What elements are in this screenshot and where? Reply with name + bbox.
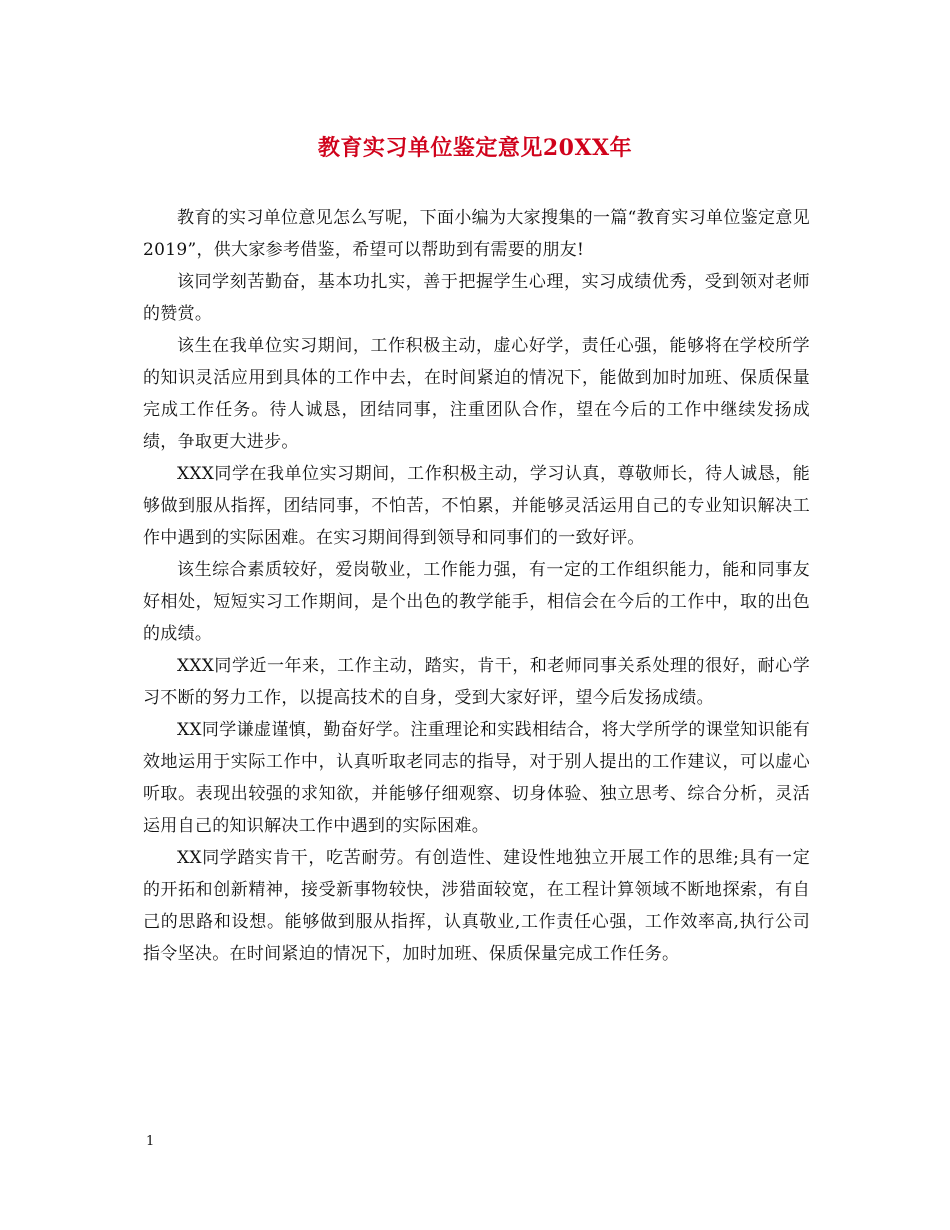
paragraph: XX同学踏实肯干，吃苦耐劳。有创造性、建设性地独立开展工作的思维;具有一定的开拓和创新精神，接受新事物较快，涉猎面较宽，在工程计算领域不断地探索，有自己的思路和设想。能够做到服从指挥，认真敬业,工作责任心强，工作效率高,执行公司指令坚决。在时间紧迫的情况下，加时加班、保质保量完成工作任务。 <box>143 848 810 964</box>
document-body <box>143 202 810 970</box>
paragraph: 该生在我单位实习期间，工作积极主动，虚心好学，责任心强，能够将在学校所学的知识灵活应用到具体的工作中去，在时间紧迫的情况下，能做到加时加班、保质保量完成工作任务。待人诚恳，团结同事，注重团队合作，望在今后的工作中继续发扬成绩，争取更大进步。 <box>143 336 810 452</box>
paragraph: XXX同学近一年来，工作主动，踏实，肯干，和老师同事关系处理的很好，耐心学习不断的努力工作，以提高技术的自身，受到大家好评，望今后发扬成绩。 <box>143 656 810 708</box>
paragraph: 该同学刻苦勤奋，基本功扎实，善于把握学生心理，实习成绩优秀，受到领对老师的赞赏。 <box>143 272 810 324</box>
paragraph: XXX同学在我单位实习期间，工作积极主动，学习认真，尊敬师长，待人诚恳，能够做到服从指挥，团结同事，不怕苦，不怕累，并能够灵活运用自己的专业知识解决工作中遇到的实际困难。在实习期间得到领导和同事们的一致好评。 <box>143 464 810 548</box>
paragraph: XX同学谦虚谨慎，勤奋好学。注重理论和实践相结合，将大学所学的课堂知识能有效地运用于实际工作中，认真听取老同志的指导，对于别人提出的工作建议，可以虚心听取。表现出较强的求知欲，并能够仔细观察、切身体验、独立思考、综合分析，灵活运用自己的知识解决工作中遇到的实际困难。 <box>143 720 810 836</box>
page-number: 1 <box>146 1134 155 1149</box>
paragraph: 教育的实习单位意见怎么写呢，下面小编为大家搜集的一篇“教育实习单位鉴定意见2019”，供大家参考借鉴，希望可以帮助到有需要的朋友! <box>143 208 810 260</box>
document-title: 教育实习单位鉴定意见20XX年 <box>317 135 633 161</box>
paragraph: 该生综合素质较好，爱岗敬业，工作能力强，有一定的工作组织能力，能和同事友好相处，短短实习工作期间，是个出色的教学能手，相信会在今后的工作中，取的出色的成绩。 <box>143 560 810 644</box>
